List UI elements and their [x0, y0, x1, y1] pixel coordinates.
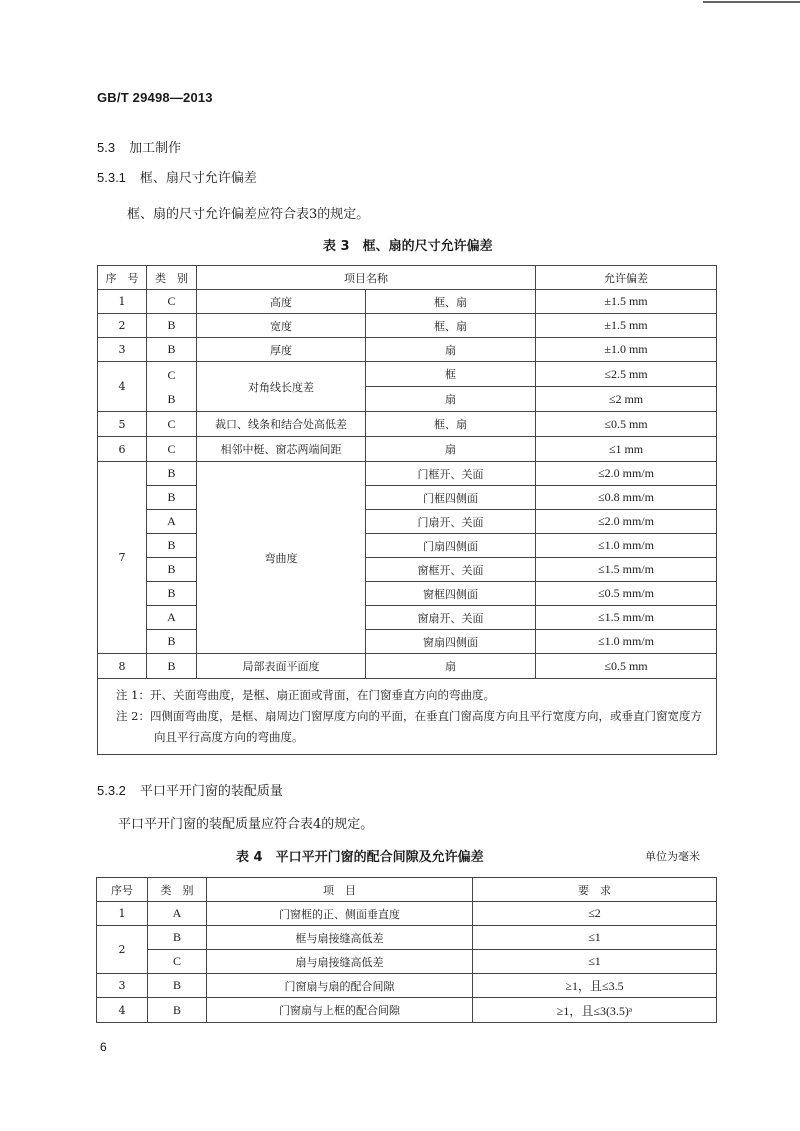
cell-tolerance: ≤1.0 mm/m [536, 534, 717, 558]
cell-part: 窗框开、关面 [366, 558, 536, 582]
cell-part: 扇 [366, 338, 536, 362]
section-title: 框、扇尺寸允许偏差 [139, 171, 257, 186]
cell-requirement: ≥1，且≤3.5 [473, 974, 717, 998]
page-number: 6 [100, 1040, 107, 1054]
cell-tolerance: ≤1.5 mm/m [536, 606, 717, 630]
cell-tolerance: ≤0.8 mm/m [536, 486, 717, 510]
cell-category: B [147, 558, 197, 582]
cell-item: 裁口、线条和结合处高低差 [197, 412, 366, 437]
cell-item: 对角线长度差 [197, 362, 366, 412]
cell-requirement: ≥1，且≤3(3.5)ᵃ [473, 998, 717, 1023]
cell-part: 扇 [366, 654, 536, 679]
cell-category: B [147, 654, 197, 679]
top-edge-line [703, 1, 800, 3]
table-row [98, 486, 717, 510]
cell-seq: 6 [98, 437, 147, 462]
cell-part: 门扇四侧面 [366, 534, 536, 558]
header-category: 类 别 [147, 266, 197, 290]
cell-part: 窗扇开、关面 [366, 606, 536, 630]
cell-part: 框、扇 [366, 314, 536, 338]
cell-category: A [147, 510, 197, 534]
header-item: 项 目 [207, 878, 473, 902]
cell-tolerance: ±1.5 mm [536, 314, 717, 338]
category-b: B [167, 391, 176, 406]
section-number: 5.3 [97, 140, 116, 155]
table-row [98, 534, 717, 558]
table-row [97, 950, 717, 974]
table3-header-row [98, 266, 717, 290]
cell-item: 局部表面平面度 [197, 654, 366, 679]
table4-header-row [97, 878, 717, 902]
table4-caption: 表 4 平口平开门窗的配合间隙及允许偏差 [236, 850, 484, 865]
cell-category: B [147, 314, 197, 338]
cell-item: 厚度 [197, 338, 366, 362]
cell-item: 框与扇接缝高低差 [207, 926, 473, 950]
table-row [98, 606, 717, 630]
cell-part: 窗扇四侧面 [366, 630, 536, 654]
table3-notes-row [98, 679, 717, 755]
table-row [98, 558, 717, 582]
header-tolerance: 允许偏差 [536, 266, 717, 290]
table-row [98, 412, 717, 437]
cell-seq: 1 [97, 902, 148, 926]
section-title: 加工制作 [129, 141, 182, 156]
cell-category: C [147, 412, 197, 437]
cell-seq: 4 [98, 362, 147, 412]
cell-tolerance: ≤2.0 mm/m [536, 510, 717, 534]
table-row [98, 338, 717, 362]
cell-item: 扇与扇接缝高低差 [207, 950, 473, 974]
cell-part: 框、扇 [366, 412, 536, 437]
cell-seq: 2 [97, 926, 148, 974]
cell-part: 门框开、关面 [366, 462, 536, 486]
table4 [96, 877, 717, 1023]
table3-caption: 表 3 框、扇的尺寸允许偏差 [323, 239, 493, 254]
section-5-3-2-text: 平口平开门窗的装配质量应符合表4的规定。 [118, 817, 374, 832]
table-row [98, 630, 717, 654]
cell-seq: 1 [98, 290, 147, 314]
table-row [98, 510, 717, 534]
table-row [97, 902, 717, 926]
note-2: 注 2：四侧面弯曲度，是框、扇周边门窗厚度方向的平面，在垂直门窗高度方向且平行宽度方向，或垂直门窗宽度方向且平行高度方向的弯曲度。 [116, 709, 702, 744]
table-row [98, 362, 717, 387]
table-row [98, 462, 717, 486]
cell-requirement: ≤2 [473, 902, 717, 926]
cell-part: 扇 [366, 437, 536, 462]
header-category: 类 别 [148, 878, 207, 902]
table3 [97, 265, 717, 755]
cell-category: C [148, 950, 207, 974]
standard-code: GB/T 29498—2013 [97, 90, 213, 105]
cell-category: B [147, 630, 197, 654]
section-title: 平口平开门窗的装配质量 [139, 784, 283, 799]
cell-category [147, 362, 197, 412]
table3-notes [98, 679, 717, 755]
table-row [98, 290, 717, 314]
cell-category: B [147, 462, 197, 486]
table-row [97, 926, 717, 950]
cell-seq: 8 [98, 654, 147, 679]
cell-requirement: ≤1 [473, 950, 717, 974]
cell-category: A [148, 902, 207, 926]
cell-seq: 7 [98, 462, 147, 654]
cell-tolerance: ≤1.5 mm/m [536, 558, 717, 582]
cell-category: B [148, 998, 207, 1023]
cell-seq: 5 [98, 412, 147, 437]
cell-tolerance: ≤2.5 mm [536, 362, 717, 387]
table-row [97, 974, 717, 998]
header-item: 项目名称 [197, 266, 536, 290]
cell-category: C [147, 437, 197, 462]
cell-item: 高度 [197, 290, 366, 314]
cell-tolerance: ≤0.5 mm/m [536, 582, 717, 606]
section-5-3-1-text: 框、扇的尺寸允许偏差应符合表3的规定。 [127, 207, 370, 222]
cell-tolerance: ≤1 mm [536, 437, 717, 462]
cell-tolerance: ≤2.0 mm/m [536, 462, 717, 486]
header-seq: 序号 [97, 878, 148, 902]
cell-item: 弯曲度 [197, 462, 366, 654]
cell-part: 门框四侧面 [366, 486, 536, 510]
cell-tolerance: ±1.5 mm [536, 290, 717, 314]
cell-part: 窗框四侧面 [366, 582, 536, 606]
table-row [98, 654, 717, 679]
cell-seq: 3 [97, 974, 148, 998]
table-row [98, 582, 717, 606]
cell-seq: 3 [98, 338, 147, 362]
cell-category: B [148, 974, 207, 998]
cell-tolerance: ±1.0 mm [536, 338, 717, 362]
section-5-3-1-heading [97, 167, 257, 186]
cell-seq: 4 [97, 998, 148, 1023]
cell-category: B [147, 582, 197, 606]
note-1: 注 1：开、关面弯曲度，是框、扇正面或背面，在门窗垂直方向的弯曲度。 [116, 688, 495, 702]
cell-tolerance: ≤0.5 mm [536, 412, 717, 437]
cell-part: 门扇开、关面 [366, 510, 536, 534]
header-requirement: 要 求 [473, 878, 717, 902]
cell-category: B [147, 338, 197, 362]
cell-part: 扇 [366, 387, 536, 412]
cell-category: B [147, 486, 197, 510]
cell-category: A [147, 606, 197, 630]
cell-category: B [148, 926, 207, 950]
section-number: 5.3.1 [97, 170, 126, 185]
cell-requirement: ≤1 [473, 926, 717, 950]
table-row [98, 314, 717, 338]
cell-part: 框 [366, 362, 536, 387]
table-row [97, 998, 717, 1023]
category-a: C [167, 367, 176, 382]
cell-item: 门窗扇与上框的配合间隙 [207, 998, 473, 1023]
cell-item: 门窗扇与扇的配合间隙 [207, 974, 473, 998]
cell-tolerance: ≤1.0 mm/m [536, 630, 717, 654]
table4-unit: 单位为毫米 [645, 850, 700, 863]
section-5-3-heading [97, 137, 181, 156]
cell-category: C [147, 290, 197, 314]
header-seq: 序 号 [98, 266, 147, 290]
cell-tolerance: ≤0.5 mm [536, 654, 717, 679]
cell-item: 相邻中梃、窗芯两端间距 [197, 437, 366, 462]
section-5-3-2-heading [97, 780, 283, 799]
cell-item: 门窗框的正、侧面垂直度 [207, 902, 473, 926]
cell-category: B [147, 534, 197, 558]
cell-tolerance: ≤2 mm [536, 387, 717, 412]
cell-seq: 2 [98, 314, 147, 338]
table-row [98, 437, 717, 462]
section-number: 5.3.2 [97, 783, 126, 798]
cell-item: 宽度 [197, 314, 366, 338]
cell-part: 框、扇 [366, 290, 536, 314]
